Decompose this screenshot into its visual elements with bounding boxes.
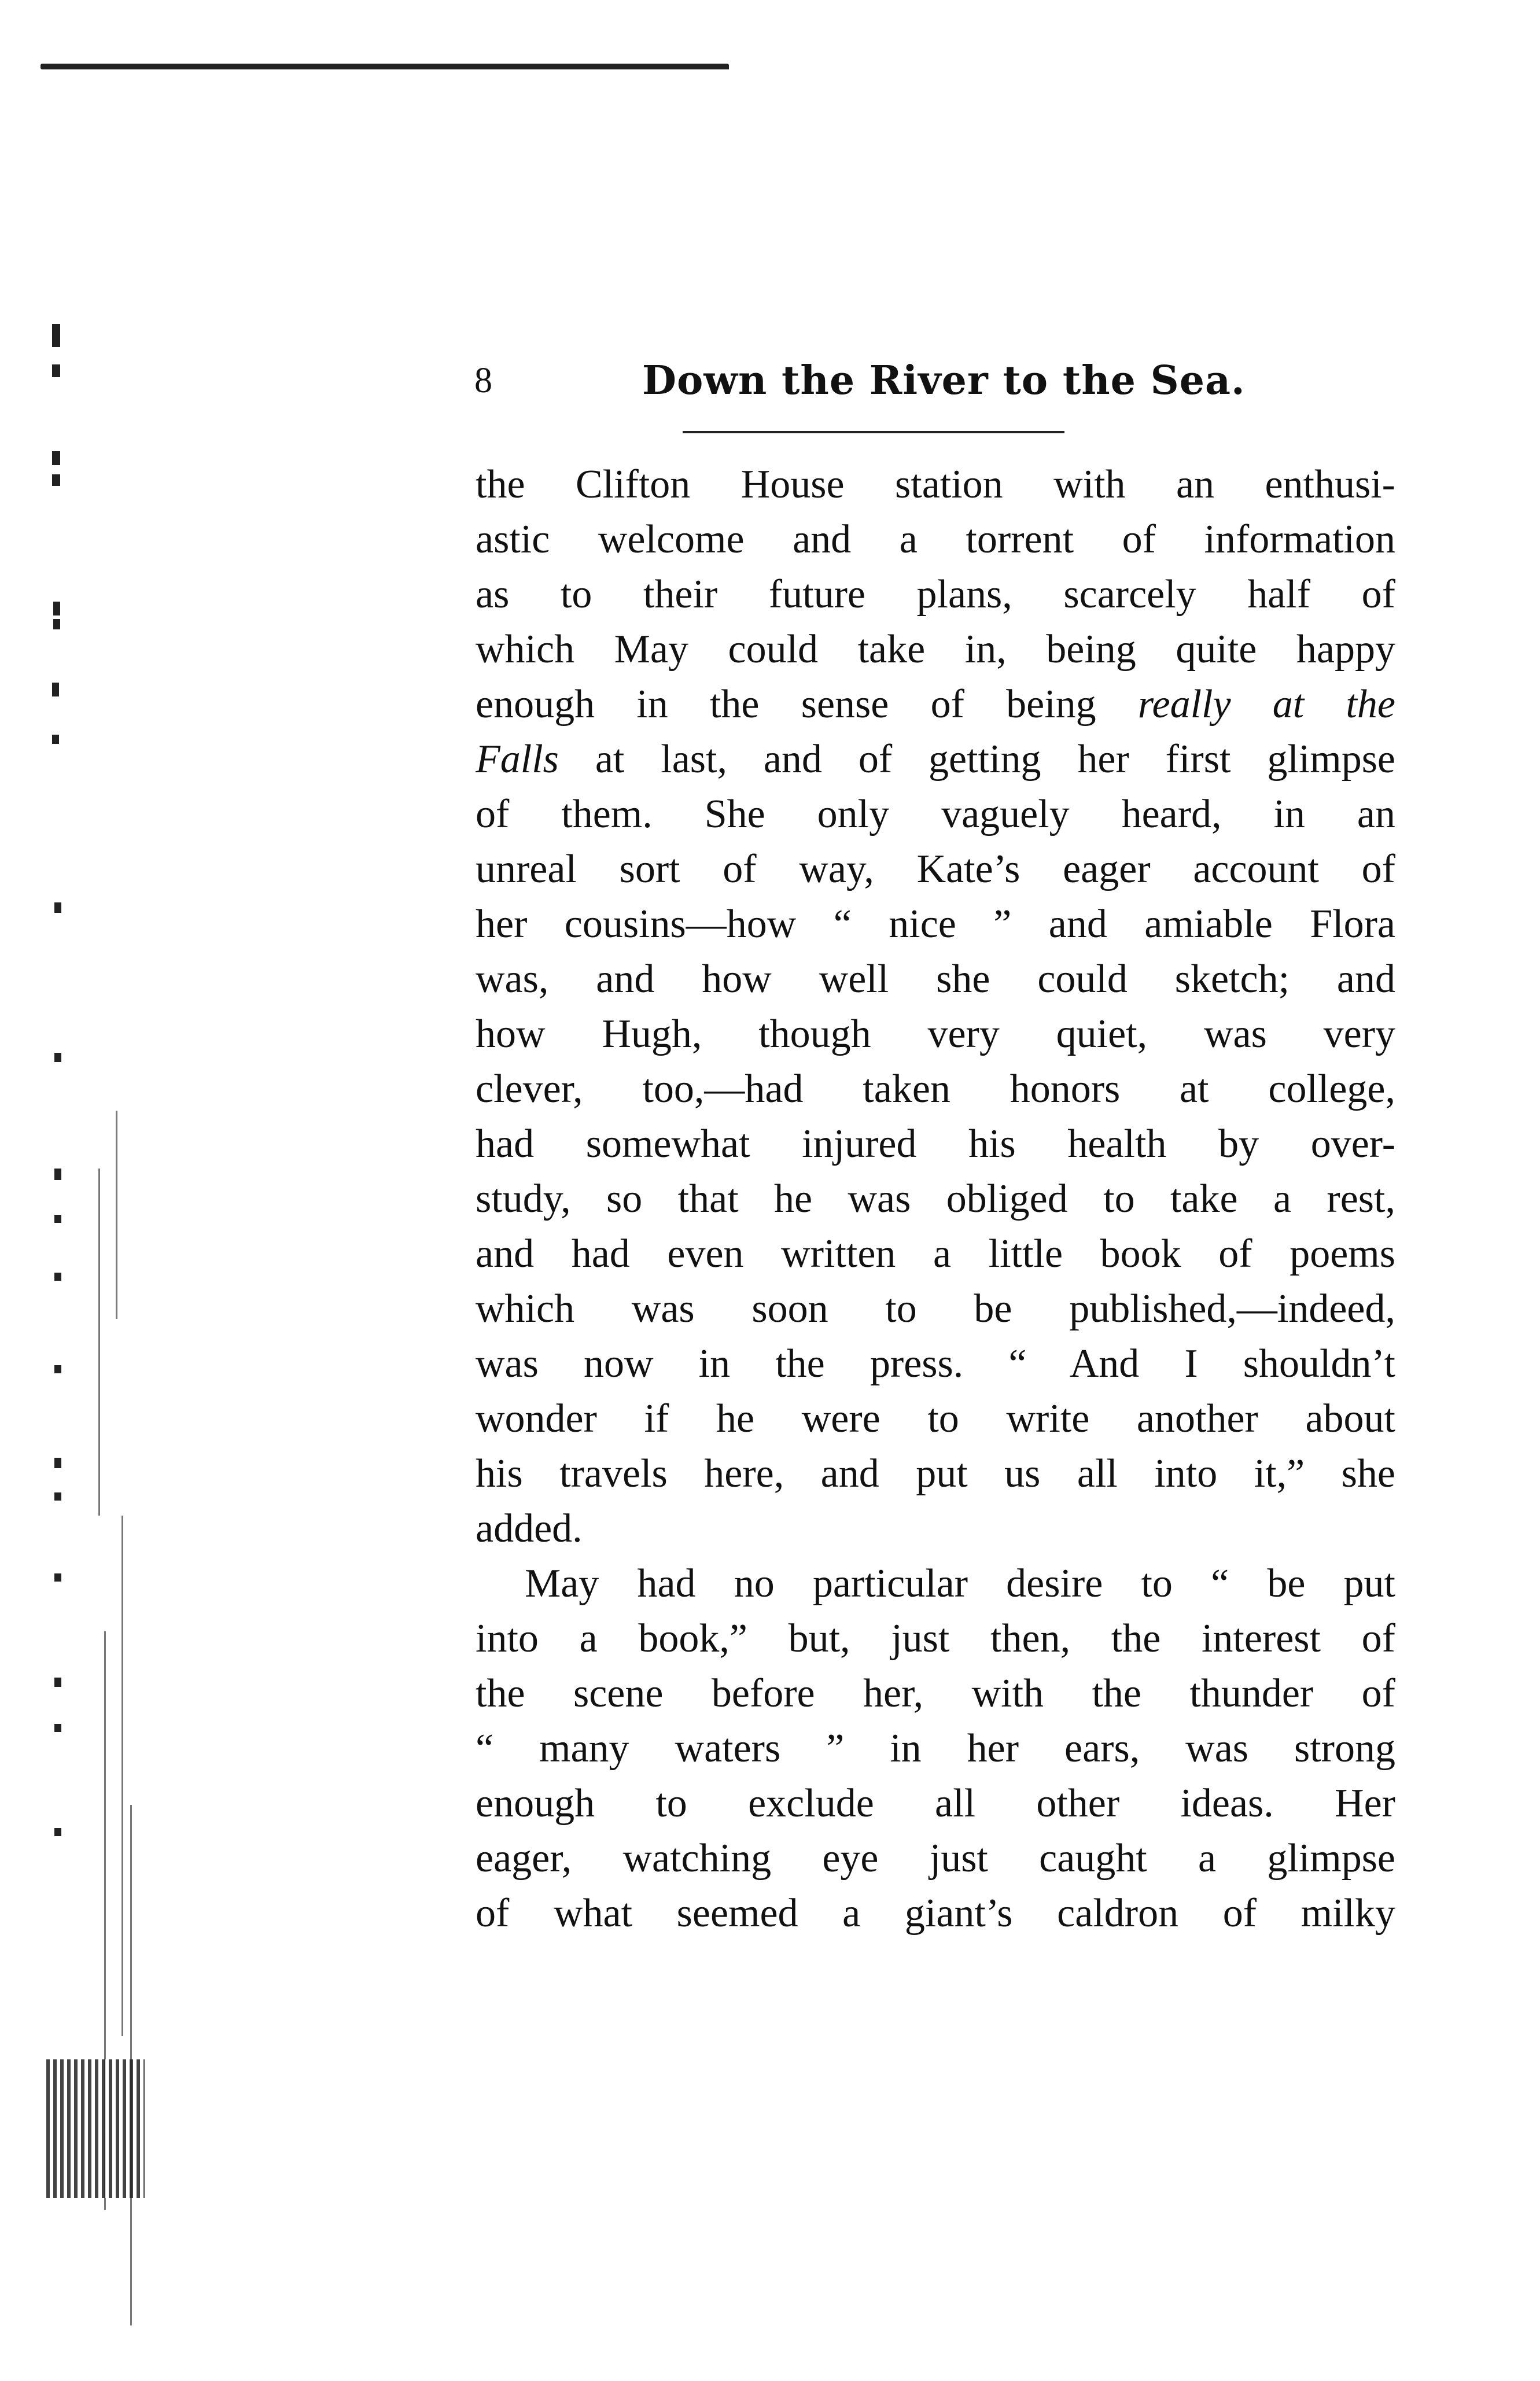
- text-line: her cousins—how “ nice ” and amiable Flora: [476, 902, 1395, 946]
- text-line: into a book,” but, just then, the interest of: [476, 1616, 1395, 1661]
- italic-run: Falls: [476, 737, 559, 782]
- text-line: and had even written a little book of poems: [476, 1232, 1395, 1276]
- text-line: eager, watching eye just caught a glimpse: [476, 1836, 1395, 1881]
- page-header: [474, 353, 1377, 417]
- gutter-shadow: [46, 2059, 145, 2198]
- page-gutter-artifacts: [35, 243, 162, 2302]
- running-title: Down the River to the Sea.: [642, 357, 1246, 404]
- text-line: added.: [476, 1506, 583, 1551]
- text-run: enough in the sense of being: [476, 682, 1138, 727]
- text-line: which May could take in, being quite happy: [476, 627, 1395, 672]
- text-run: at last, and of getting her first glimpse: [558, 737, 1395, 782]
- text-line: the Clifton House station with an enthusi-: [476, 462, 1395, 507]
- text-line: unreal sort of way, Kate’s eager account of: [476, 847, 1395, 891]
- header-rule: [683, 431, 1064, 433]
- text-line: clever, too,—had taken honors at college,: [476, 1067, 1395, 1111]
- page-number: 8: [474, 361, 492, 400]
- italic-run: really at the: [1137, 682, 1395, 727]
- text-line: as to their future plans, scarcely half of: [476, 572, 1395, 617]
- text-line: of them. She only vaguely heard, in an: [476, 792, 1395, 836]
- text-line: enough to exclude all other ideas. Her: [476, 1781, 1395, 1826]
- text-line: how Hugh, though very quiet, was very: [476, 1012, 1395, 1056]
- scan-edge-rule-end: [674, 65, 729, 69]
- text-line: which was soon to be published,—indeed,: [476, 1287, 1395, 1331]
- paragraph-1: [476, 457, 1395, 1556]
- text-line: had somewhat injured his health by over-: [476, 1122, 1395, 1166]
- text-line: May had no particular desire to “ be put: [525, 1561, 1395, 1606]
- text-line: was, and how well she could sketch; and: [476, 957, 1395, 1001]
- text-line: his travels here, and put us all into it,” she: [476, 1451, 1395, 1496]
- body-text: [476, 457, 1395, 1941]
- text-line: “ many waters ” in her ears, was strong: [476, 1726, 1395, 1771]
- paragraph-2: [476, 1556, 1395, 1941]
- scan-edge-rule: [40, 64, 729, 69]
- text-line: wonder if he were to write another about: [476, 1396, 1395, 1441]
- text-line: astic welcome and a torrent of information: [476, 517, 1395, 562]
- text-line: of what seemed a giant’s caldron of milky: [476, 1891, 1395, 1936]
- text-line: [476, 732, 1395, 787]
- text-line: [476, 677, 1395, 732]
- text-line: the scene before her, with the thunder of: [476, 1671, 1395, 1716]
- text-line: study, so that he was obliged to take a rest,: [476, 1177, 1395, 1221]
- text-line: was now in the press. “ And I shouldn’t: [476, 1341, 1395, 1386]
